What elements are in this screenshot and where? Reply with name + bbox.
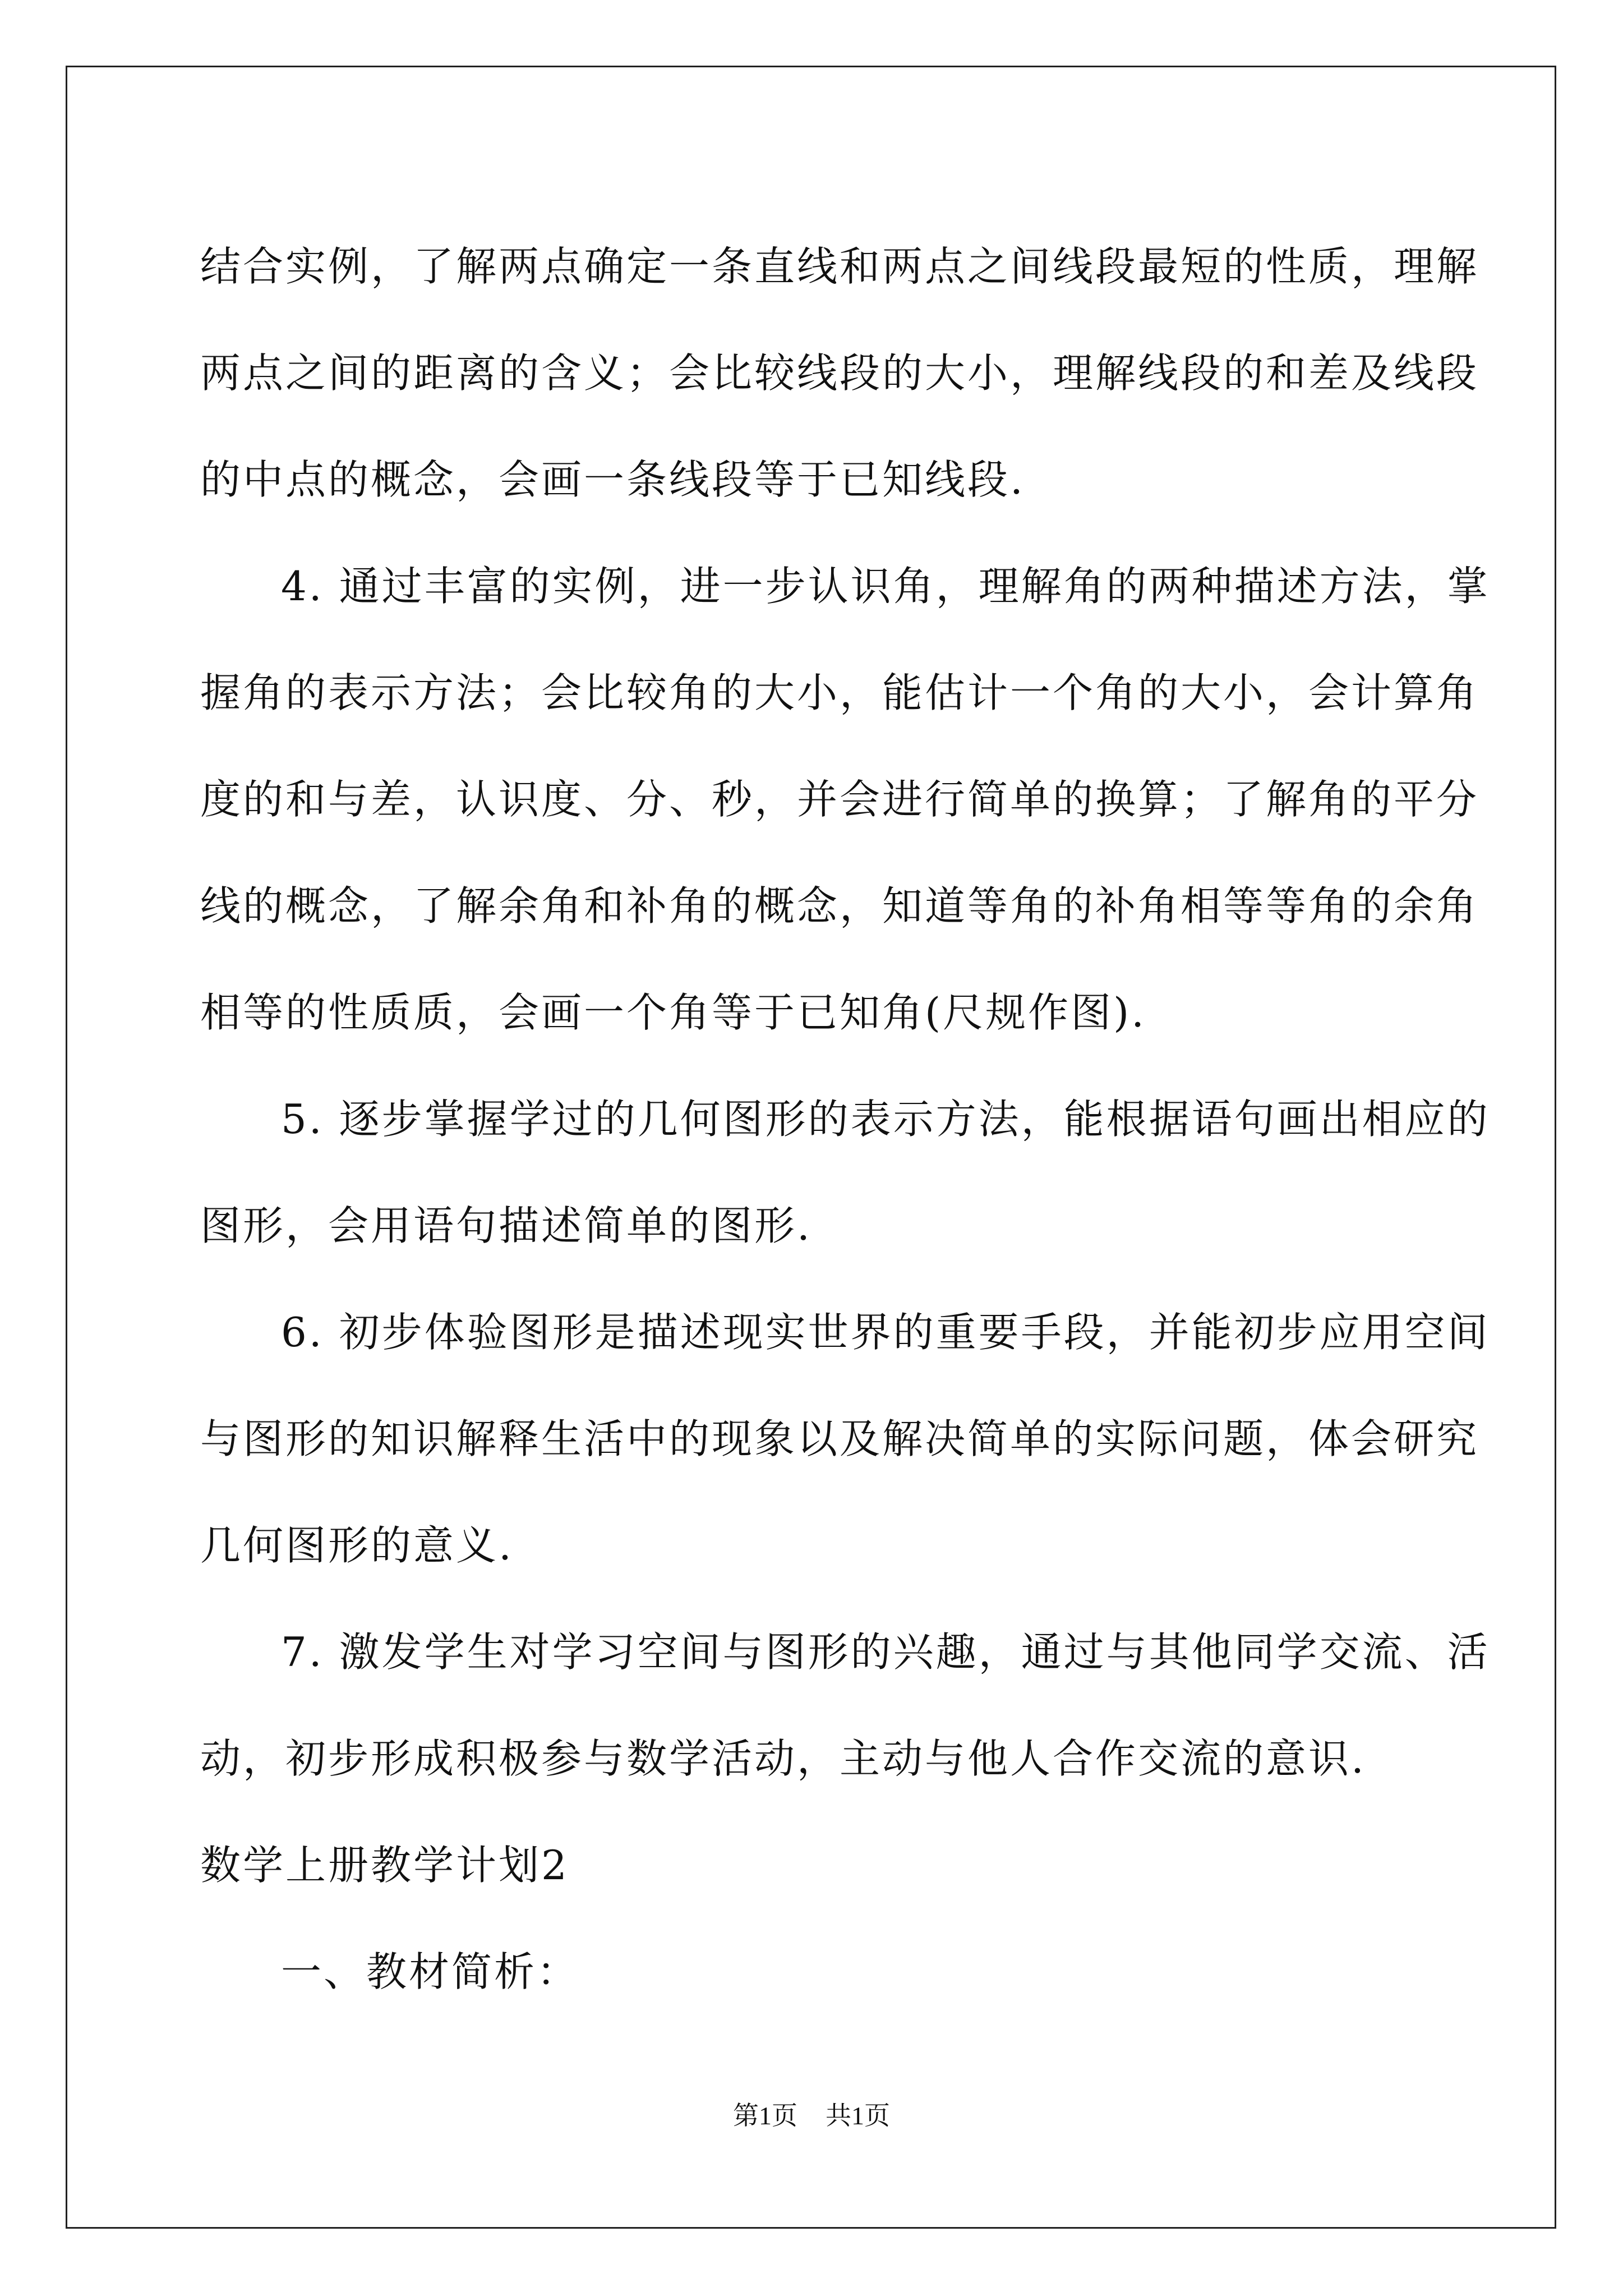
page-footer: [0, 2095, 1623, 2132]
paragraph-line: 结合实例，了解两点确定一条直线和两点之间线段最短的性质，理解: [200, 243, 1479, 290]
paragraph-line: 相等的性质质，会画一个角等于已知角(尺规作图).: [200, 989, 1147, 1036]
paragraph-line: 5. 逐步掌握学过的几何图形的表示方法，能根据语句画出相应的: [281, 1096, 1490, 1143]
paragraph-line: 的中点的概念，会画一条线段等于已知线段.: [200, 456, 1025, 503]
subsection-heading: 一、教材简析：: [281, 1948, 580, 1995]
page-total: 共1页: [826, 2101, 890, 2130]
page-number: 第1页: [733, 2101, 797, 2130]
paragraph-line: 4. 通过丰富的实例，进一步认识角，理解角的两种描述方法，掌: [281, 563, 1490, 610]
paragraph-line: 度的和与差，认识度、分、秒，并会进行简单的换算；了解角的平分: [200, 776, 1479, 823]
paragraph-line: 几何图形的意义.: [200, 1522, 514, 1569]
paragraph-line: 动，初步形成积极参与数学活动，主动与他人合作交流的意识.: [200, 1735, 1366, 1782]
paragraph-line: 图形，会用语句描述简单的图形.: [200, 1202, 812, 1249]
paragraph-line: 线的概念，了解余角和补角的概念，知道等角的补角相等等角的余角: [200, 882, 1479, 930]
paragraph-line: 与图形的知识解释生活中的现象以及解决简单的实际问题，体会研究: [200, 1415, 1479, 1462]
paragraph-line: 6. 初步体验图形是描述现实世界的重要手段，并能初步应用空间: [281, 1309, 1490, 1356]
section-heading: 数学上册教学计划2: [200, 1842, 569, 1889]
paragraph-line: 两点之间的距离的含义；会比较线段的大小，理解线段的和差及线段: [200, 349, 1479, 397]
paragraph-line: 7. 激发学生对学习空间与图形的兴趣，通过与其他同学交流、活: [281, 1628, 1490, 1676]
document-body: [200, 213, 1490, 2025]
paragraph-line: 握角的表示方法；会比较角的大小，能估计一个角的大小，会计算角: [200, 669, 1479, 716]
